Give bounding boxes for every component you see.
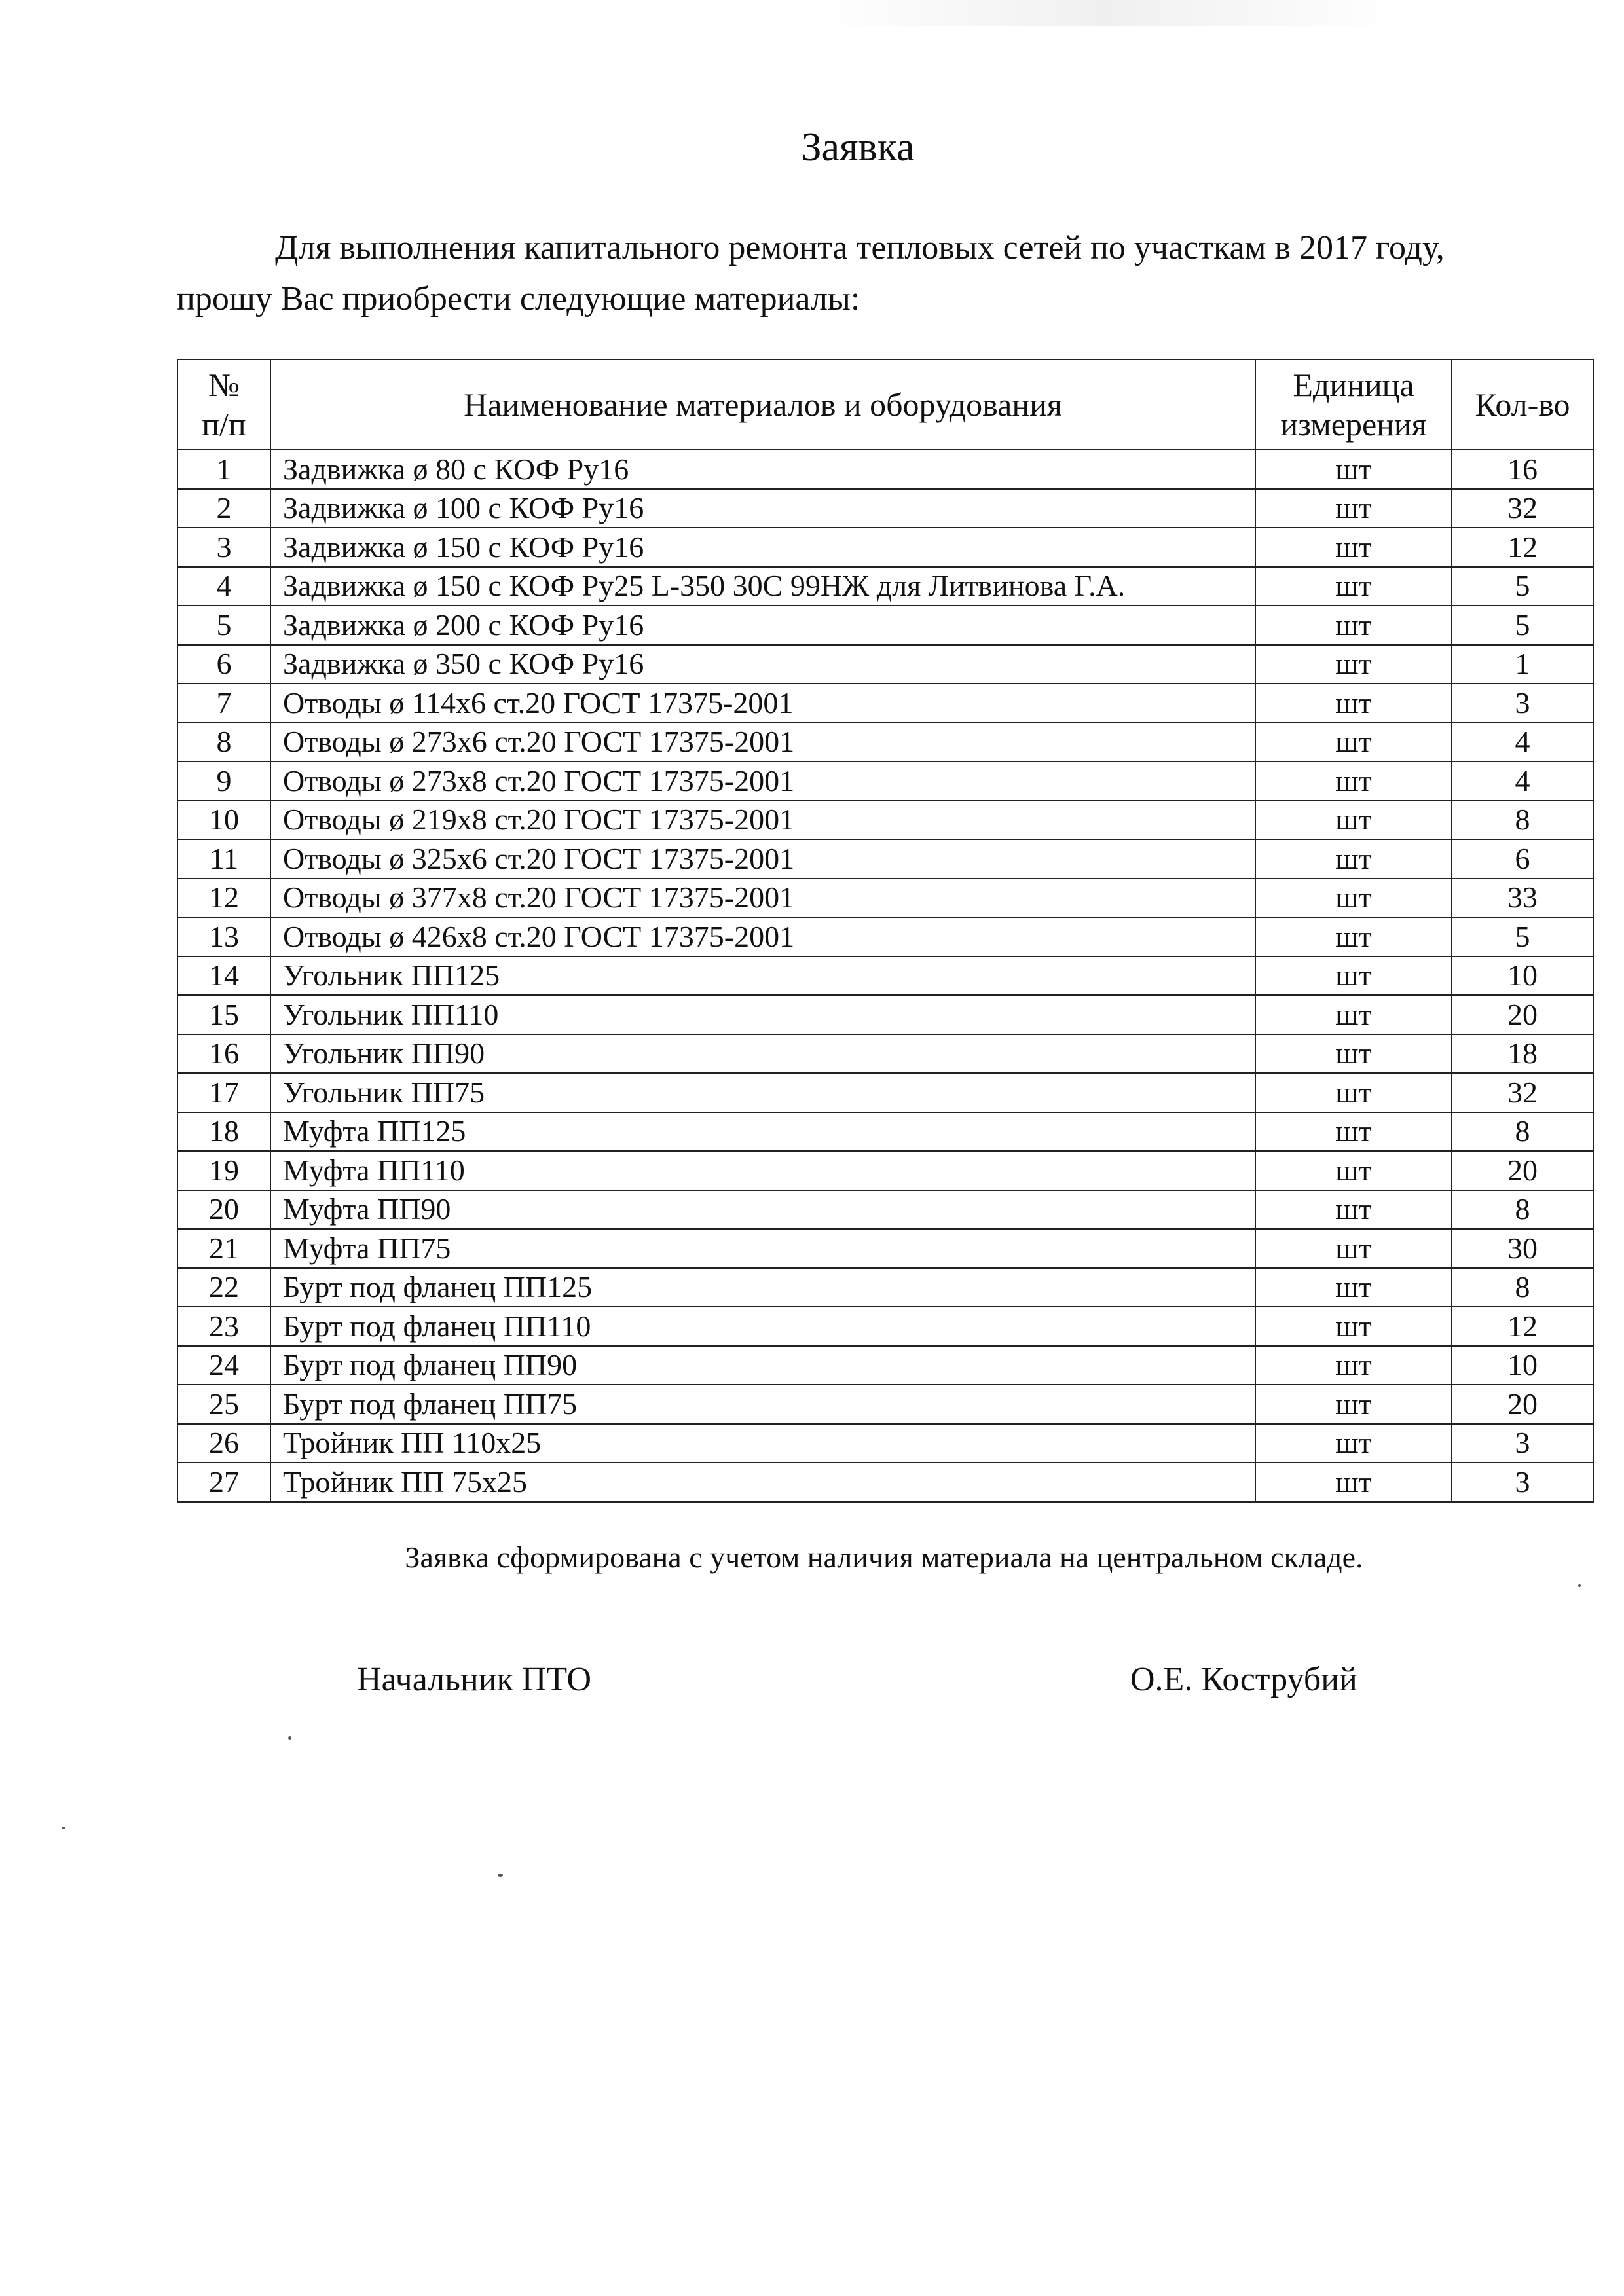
cell-unit: шт — [1255, 917, 1452, 957]
table-row — [177, 1112, 1593, 1152]
cell-name: Муфта ПП110 — [270, 1151, 1255, 1190]
cell-name: Задвижка ø 350 с КОФ Ру16 — [270, 645, 1255, 684]
header-number — [177, 359, 270, 450]
table-row — [177, 957, 1593, 996]
cell-number: 1 — [177, 450, 270, 489]
table-row — [177, 606, 1593, 645]
table-row — [177, 1190, 1593, 1230]
cell-number: 2 — [177, 489, 270, 528]
cell-quantity: 5 — [1452, 917, 1593, 957]
cell-quantity: 10 — [1452, 957, 1593, 996]
cell-unit: шт — [1255, 1229, 1452, 1268]
cell-quantity: 12 — [1452, 1307, 1593, 1346]
cell-unit: шт — [1255, 1463, 1452, 1502]
header-number-line-1: № — [208, 367, 240, 403]
cell-unit: шт — [1255, 567, 1452, 606]
cell-unit: шт — [1255, 1424, 1452, 1463]
cell-name: Отводы ø 273х8 ст.20 ГОСТ 17375-2001 — [270, 761, 1255, 801]
cell-quantity: 20 — [1452, 995, 1593, 1034]
cell-unit: шт — [1255, 1034, 1452, 1074]
cell-unit: шт — [1255, 489, 1452, 528]
cell-name: Задвижка ø 80 с КОФ Ру16 — [270, 450, 1255, 489]
table-row — [177, 567, 1593, 606]
cell-unit: шт — [1255, 1268, 1452, 1307]
cell-number: 6 — [177, 645, 270, 684]
cell-unit: шт — [1255, 879, 1452, 918]
cell-unit: шт — [1255, 723, 1452, 762]
cell-quantity: 10 — [1452, 1346, 1593, 1385]
scan-artifact — [812, 0, 1401, 26]
cell-quantity: 5 — [1452, 567, 1593, 606]
cell-name: Угольник ПП90 — [270, 1034, 1255, 1074]
scan-speck — [62, 1827, 65, 1829]
table-row — [177, 1229, 1593, 1268]
cell-quantity: 20 — [1452, 1151, 1593, 1190]
cell-unit: шт — [1255, 1385, 1452, 1424]
cell-number: 22 — [177, 1268, 270, 1307]
intro-line-2: прошу Вас приобрести следующие материалы: — [177, 280, 860, 318]
cell-name: Угольник ПП125 — [270, 957, 1255, 996]
cell-name: Бурт под фланец ПП90 — [270, 1346, 1255, 1385]
cell-unit: шт — [1255, 1346, 1452, 1385]
signature-role: Начальник ПТО — [357, 1661, 592, 1698]
cell-quantity: 3 — [1452, 683, 1593, 723]
table-row — [177, 723, 1593, 762]
cell-unit: шт — [1255, 801, 1452, 840]
cell-number: 20 — [177, 1190, 270, 1230]
cell-number: 12 — [177, 879, 270, 918]
table-row — [177, 1346, 1593, 1385]
cell-quantity: 30 — [1452, 1229, 1593, 1268]
cell-name: Отводы ø 325х6 ст.20 ГОСТ 17375-2001 — [270, 839, 1255, 879]
cell-quantity: 18 — [1452, 1034, 1593, 1074]
cell-quantity: 32 — [1452, 1073, 1593, 1112]
table-row — [177, 839, 1593, 879]
cell-quantity: 5 — [1452, 606, 1593, 645]
table-body — [177, 450, 1593, 1502]
cell-number: 9 — [177, 761, 270, 801]
table-row — [177, 995, 1593, 1034]
cell-unit: шт — [1255, 528, 1452, 567]
cell-number: 16 — [177, 1034, 270, 1074]
cell-quantity: 32 — [1452, 489, 1593, 528]
header-number-line-2: п/п — [202, 406, 246, 443]
table-header-row — [177, 359, 1593, 450]
cell-name: Отводы ø 219х8 ст.20 ГОСТ 17375-2001 — [270, 801, 1255, 840]
cell-number: 26 — [177, 1424, 270, 1463]
cell-name: Задвижка ø 100 с КОФ Ру16 — [270, 489, 1255, 528]
cell-quantity: 16 — [1452, 450, 1593, 489]
cell-name: Тройник ПП 110х25 — [270, 1424, 1255, 1463]
cell-unit: шт — [1255, 606, 1452, 645]
cell-quantity: 20 — [1452, 1385, 1593, 1424]
table-row — [177, 879, 1593, 918]
cell-quantity: 6 — [1452, 839, 1593, 879]
cell-name: Угольник ПП110 — [270, 995, 1255, 1034]
cell-number: 8 — [177, 723, 270, 762]
cell-quantity: 3 — [1452, 1424, 1593, 1463]
table-row — [177, 683, 1593, 723]
intro-line-1: Для выполнения капитального ремонта тепловых сетей по участкам в 2017 году, — [275, 229, 1445, 266]
cell-quantity: 1 — [1452, 645, 1593, 684]
cell-quantity: 4 — [1452, 761, 1593, 801]
cell-unit: шт — [1255, 683, 1452, 723]
header-name: Наименование материалов и оборудования — [270, 359, 1255, 450]
cell-number: 17 — [177, 1073, 270, 1112]
table-row — [177, 917, 1593, 957]
cell-name: Отводы ø 377х8 ст.20 ГОСТ 17375-2001 — [270, 879, 1255, 918]
cell-number: 19 — [177, 1151, 270, 1190]
cell-number: 3 — [177, 528, 270, 567]
table-row — [177, 1307, 1593, 1346]
cell-quantity: 8 — [1452, 801, 1593, 840]
cell-unit: шт — [1255, 957, 1452, 996]
cell-quantity: 12 — [1452, 528, 1593, 567]
cell-number: 27 — [177, 1463, 270, 1502]
cell-name: Отводы ø 426х8 ст.20 ГОСТ 17375-2001 — [270, 917, 1255, 957]
cell-name: Тройник ПП 75х25 — [270, 1463, 1255, 1502]
cell-number: 11 — [177, 839, 270, 879]
cell-quantity: 8 — [1452, 1268, 1593, 1307]
table-row — [177, 1073, 1593, 1112]
cell-unit: шт — [1255, 839, 1452, 879]
cell-quantity: 3 — [1452, 1463, 1593, 1502]
table-row — [177, 801, 1593, 840]
cell-unit: шт — [1255, 450, 1452, 489]
cell-number: 21 — [177, 1229, 270, 1268]
cell-quantity: 8 — [1452, 1112, 1593, 1152]
footer-note: Заявка сформирована с учетом наличия материала на центральном складе. — [405, 1540, 1363, 1574]
cell-name: Муфта ПП125 — [270, 1112, 1255, 1152]
scan-speck — [288, 1736, 291, 1740]
header-unit-line-1: Единица — [1293, 367, 1414, 403]
materials-table — [177, 359, 1594, 1503]
table-row — [177, 528, 1593, 567]
cell-quantity: 8 — [1452, 1190, 1593, 1230]
cell-name: Задвижка ø 150 с КОФ Ру25 L-350 30С 99НЖ для Литвинова Г.А. — [270, 567, 1255, 606]
cell-name: Угольник ПП75 — [270, 1073, 1255, 1112]
table-row — [177, 489, 1593, 528]
cell-number: 25 — [177, 1385, 270, 1424]
signature-name: О.Е. Кострубий — [1130, 1661, 1357, 1698]
cell-quantity: 33 — [1452, 879, 1593, 918]
cell-unit: шт — [1255, 1190, 1452, 1230]
cell-number: 13 — [177, 917, 270, 957]
cell-number: 23 — [177, 1307, 270, 1346]
cell-number: 18 — [177, 1112, 270, 1152]
cell-name: Бурт под фланец ПП75 — [270, 1385, 1255, 1424]
table-row — [177, 1268, 1593, 1307]
cell-name: Бурт под фланец ПП110 — [270, 1307, 1255, 1346]
cell-unit: шт — [1255, 645, 1452, 684]
cell-number: 4 — [177, 567, 270, 606]
table-row — [177, 1151, 1593, 1190]
cell-number: 5 — [177, 606, 270, 645]
cell-name: Бурт под фланец ПП125 — [270, 1268, 1255, 1307]
cell-name: Отводы ø 114х6 ст.20 ГОСТ 17375-2001 — [270, 683, 1255, 723]
cell-number: 10 — [177, 801, 270, 840]
cell-quantity: 4 — [1452, 723, 1593, 762]
cell-number: 14 — [177, 957, 270, 996]
cell-number: 15 — [177, 995, 270, 1034]
cell-number: 24 — [177, 1346, 270, 1385]
table-row — [177, 1034, 1593, 1074]
table-row — [177, 645, 1593, 684]
intro-paragraph — [177, 223, 1591, 325]
scan-speck — [498, 1874, 503, 1877]
cell-name: Задвижка ø 200 с КОФ Ру16 — [270, 606, 1255, 645]
table-row — [177, 761, 1593, 801]
cell-unit: шт — [1255, 1307, 1452, 1346]
table-row — [177, 450, 1593, 489]
scan-speck — [1578, 1584, 1581, 1587]
cell-name: Муфта ПП75 — [270, 1229, 1255, 1268]
cell-number: 7 — [177, 683, 270, 723]
table-row — [177, 1463, 1593, 1502]
cell-unit: шт — [1255, 1112, 1452, 1152]
cell-unit: шт — [1255, 995, 1452, 1034]
cell-name: Муфта ПП90 — [270, 1190, 1255, 1230]
cell-unit: шт — [1255, 1073, 1452, 1112]
table-row — [177, 1424, 1593, 1463]
cell-name: Задвижка ø 150 с КОФ Ру16 — [270, 528, 1255, 567]
cell-unit: шт — [1255, 761, 1452, 801]
table-row — [177, 1385, 1593, 1424]
cell-name: Отводы ø 273х6 ст.20 ГОСТ 17375-2001 — [270, 723, 1255, 762]
header-quantity: Кол-во — [1452, 359, 1593, 450]
document-title: Заявка — [801, 125, 915, 170]
header-unit — [1255, 359, 1452, 450]
cell-unit: шт — [1255, 1151, 1452, 1190]
header-unit-line-2: измерения — [1280, 406, 1427, 443]
